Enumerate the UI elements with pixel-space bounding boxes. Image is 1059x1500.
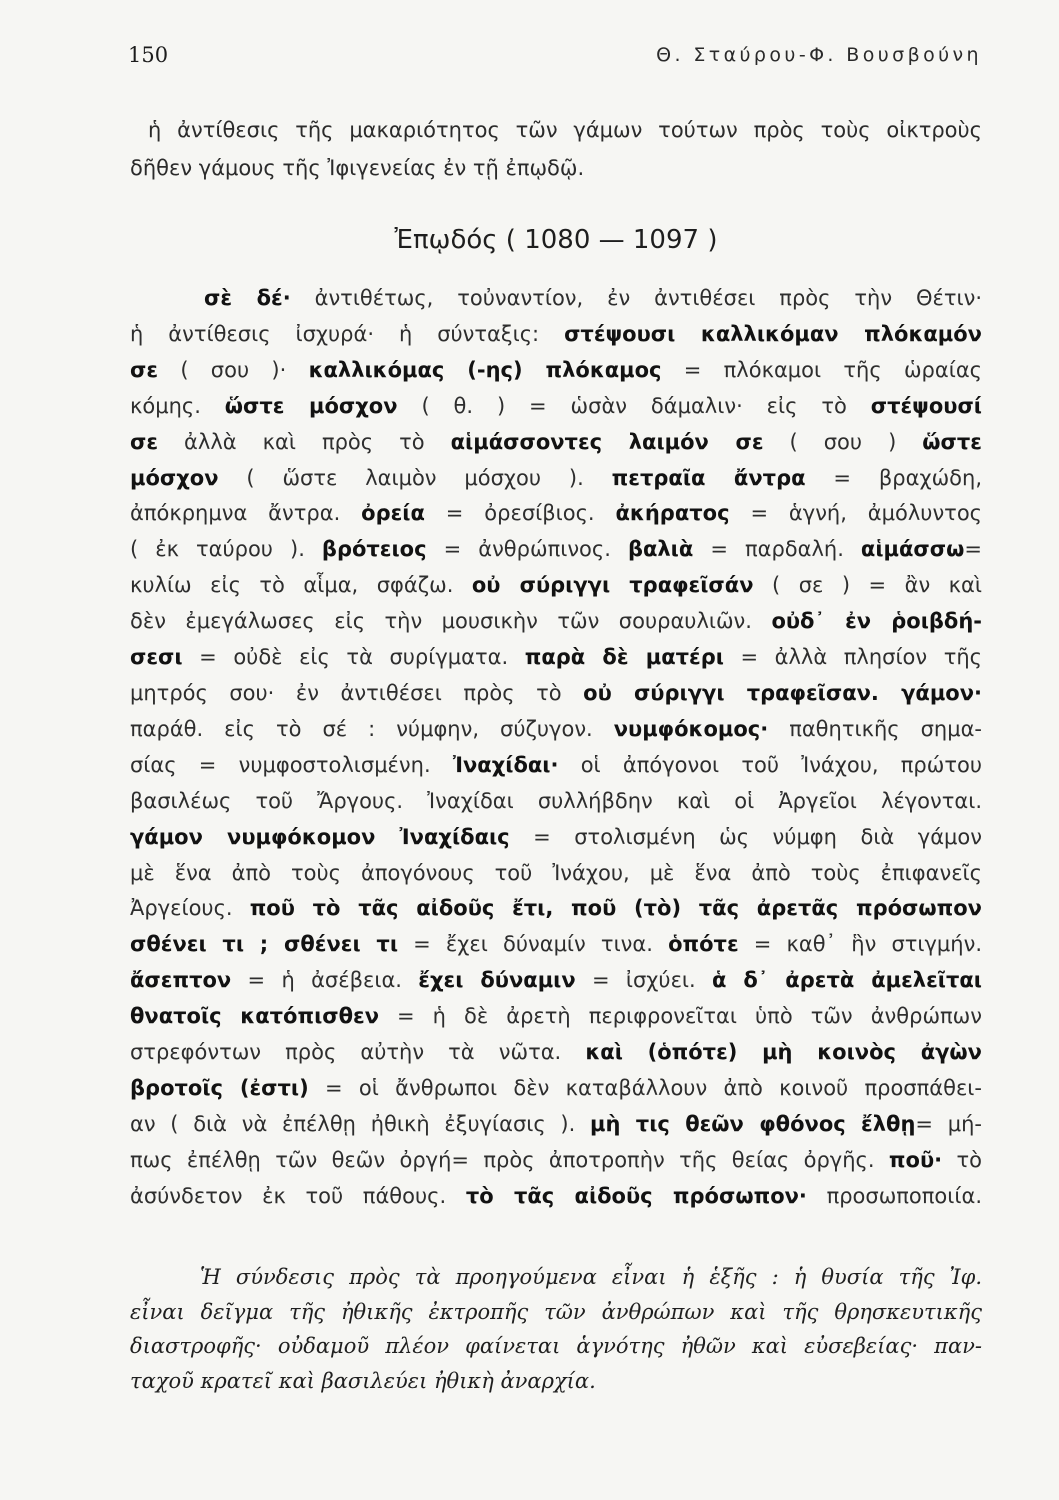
text-line <box>130 1035 982 1071</box>
text-line <box>130 963 982 999</box>
text-line <box>130 1143 982 1179</box>
lemma-text: σθένει τι ; σθένει τι <box>130 932 399 957</box>
text-line <box>130 389 982 425</box>
gloss-text: Ἀργείους. <box>130 896 250 921</box>
note-text: εἶναι δεῖγμα τῆς ἠθικῆς ἐκτροπῆς τῶν ἀνθρώπων καὶ τῆς θρησκευτικῆς <box>130 1299 982 1324</box>
lemma-text: πετραῖα ἄντρα <box>611 465 806 490</box>
lemma-text: ὀρεία <box>361 501 425 526</box>
gloss-text: μητρός σου· ἐν ἀντιθέσει πρὸς τὸ <box>130 680 584 705</box>
gloss-text: σίας = νυμφοστολισμένη. <box>130 752 453 777</box>
gloss-text: προσωποποιία. <box>806 1183 982 1208</box>
gloss-text: ἀλλὰ καὶ πρὸς τὸ <box>158 429 451 454</box>
text-line <box>130 999 982 1035</box>
lemma-text: σεσι <box>130 645 183 670</box>
text-line <box>130 856 982 892</box>
text-line <box>130 784 982 820</box>
gloss-text: = πλόκαμοι τῆς ὡραίας <box>661 357 982 382</box>
text-line <box>130 927 982 963</box>
text-line <box>130 532 982 568</box>
lemma-text: σὲ δέ· <box>204 286 291 310</box>
gloss-text: ἡ ἀντίθεσις ἰσχυρά· ἡ σύνταξις: <box>130 321 565 346</box>
text-line <box>130 425 982 461</box>
gloss-text: παράθ. εἰς τὸ σέ : νύμφην, σύζυγον. <box>130 716 614 741</box>
lemma-text: τὸ τᾶς αἰδοῦς πρόσωπον· <box>465 1183 807 1208</box>
lemma-text: οὐδ᾽ ἐν ῥοιβδή- <box>771 609 982 634</box>
gloss-text: ἀντιθέτως, τοὐναντίον, ἐν ἀντιθέσει πρὸς τὴν Θέτιν· <box>290 286 982 310</box>
text-line <box>130 748 982 784</box>
lemma-text: ἀκήρατος <box>615 501 730 526</box>
gloss-text: αν ( διὰ νὰ ἐπέλθῃ ἠθικὴ ἐξυγίασις ). <box>130 1111 591 1136</box>
gloss-text: ( σου ) <box>763 429 923 454</box>
lemma-text: βρότειος <box>321 537 427 562</box>
text-line <box>130 353 982 389</box>
gloss-text: = καθ᾽ ἣν στιγμήν. <box>738 932 983 957</box>
gloss-text: = οὐδὲ εἰς τὰ συρίγματα. <box>182 645 525 670</box>
text-line <box>130 640 982 676</box>
lemma-text: ἁ δ᾽ ἀρετὰ ἀμελεῖται <box>712 968 982 993</box>
lemma-text: οὐ σύριγγι τραφεῖσάν <box>471 573 754 598</box>
gloss-text: πως ἐπέλθῃ τῶν θεῶν ὀργή= πρὸς ἀποτροπὴν τῆς θείας ὀργῆς. <box>130 1147 889 1172</box>
gloss-text: οἱ ἀπόγονοι τοῦ Ἰνάχου, πρώτου <box>558 752 982 777</box>
text-line <box>130 1179 982 1215</box>
intro-paragraph <box>130 111 982 187</box>
gloss-text: ἀπόκρημνα ἄντρα. <box>130 501 362 526</box>
running-title: Θ. Σταύρου-Φ. Βουσβούνη <box>656 44 982 66</box>
lemma-text: καὶ (ὁπότε) μὴ κοινὸς ἀγὼν <box>585 1040 982 1065</box>
gloss-text: ( θ. ) = ὡσὰν δάμαλιν· εἰς τὸ <box>397 393 871 418</box>
text-line <box>130 149 982 187</box>
lemma-text: αἱμάσσω <box>860 537 965 562</box>
gloss-text: μὲ ἕνα ἀπὸ τοὺς ἀπογόνους τοῦ Ἰνάχου, μὲ ἕνα ἀπὸ τοὺς ἐπιφανεῖς <box>130 860 982 885</box>
section-heading: Ἐπῳδός ( 1080 — 1097 ) <box>394 225 718 255</box>
text-line <box>130 111 982 149</box>
gloss-text: κόμης. <box>130 393 225 418</box>
note-text: Ἡ σύνδεσις πρὸς τὰ προηγούμενα εἶναι ἡ ἑξῆς : ἡ θυσία τῆς Ἰφ. <box>200 1265 982 1289</box>
gloss-text: ( ἐκ ταύρου ). <box>130 537 322 562</box>
lemma-text: οὐ σύριγγι τραφεῖσαν. γάμον· <box>583 680 982 705</box>
note-text: ταχοῦ κρατεῖ καὶ βασιλεύει ἠθικὴ ἀναρχία. <box>130 1369 596 1394</box>
gloss-text: = ἡ ἀσέβεια. <box>231 968 419 993</box>
gloss-text: ἀσύνδετον ἐκ τοῦ πάθους. <box>130 1183 466 1208</box>
gloss-text: = ἰσχύει. <box>575 968 713 993</box>
gloss-text: = ἀνθρώπινος. <box>426 537 628 562</box>
lemma-text: ποῦ τὸ τᾶς αἰδοῦς ἔτι, ποῦ (τὸ) τᾶς ἀρετᾶς πρόσωπον <box>249 896 982 921</box>
gloss-text: = μή- <box>915 1111 982 1136</box>
text-line <box>130 820 982 856</box>
page-number: 150 <box>128 43 169 67</box>
gloss-text: = οἱ ἄνθρωποι δὲν καταβάλλουν ἀπὸ κοινοῦ προσπάθει- <box>308 1075 982 1100</box>
text-line <box>130 1364 982 1399</box>
intro-text: δῆθεν γάμους τῆς Ἰφιγενείας ἐν τῇ ἐπῳδῷ. <box>130 156 585 180</box>
lemma-text: ἔχει δύναμιν <box>418 968 576 993</box>
intro-text: ἡ ἀντίθεσις τῆς μακαριότητος τῶν γάμων τούτων πρὸς τοὺς οἰκτροὺς <box>148 118 982 142</box>
gloss-text: παθητικῆς σημα- <box>768 716 982 741</box>
gloss-text: ( σε ) = ἂν καὶ <box>753 573 982 598</box>
text-line <box>130 1295 982 1330</box>
gloss-text: = <box>964 537 982 562</box>
text-line <box>130 891 982 927</box>
text-line <box>130 568 982 604</box>
lemma-text: μὴ τις θεῶν φθόνος ἔλθῃ <box>590 1111 916 1136</box>
note-paragraph <box>130 1260 982 1399</box>
lemma-text: καλλικόμας (-ης) πλόκαμος <box>308 357 662 382</box>
lemma-text: βροτοῖς (ἐστι) <box>130 1075 309 1100</box>
text-line <box>130 317 982 353</box>
text-line <box>130 1260 982 1295</box>
note-text: διαστροφῆς· οὐδαμοῦ πλέον φαίνεται ἁγνότης ἠθῶν καὶ εὐσεβείας· παν- <box>130 1334 982 1359</box>
text-line <box>130 1107 982 1143</box>
gloss-text: κυλίω εἰς τὸ αἷμα, σφάζω. <box>130 573 472 598</box>
gloss-text: τὸ <box>942 1147 982 1172</box>
lemma-text: θνατοῖς κατόπισθεν <box>130 1004 380 1029</box>
gloss-text: ( σου )· <box>158 357 309 382</box>
lemma-text: μόσχον <box>130 465 219 490</box>
gloss-text: = ἡ δὲ ἀρετὴ περιφρονεῖται ὑπὸ τῶν ἀνθρώπων <box>379 1004 982 1029</box>
gloss-text: = ἔχει δύναμίν τινα. <box>398 932 669 957</box>
text-line <box>130 712 982 748</box>
gloss-text: στρεφόντων πρὸς αὐτὴν τὰ νῶτα. <box>130 1040 586 1065</box>
lemma-text: ὥστε μόσχον <box>224 393 398 418</box>
text-line <box>130 461 982 497</box>
lemma-text: Ἰναχίδαι· <box>452 752 559 777</box>
lemma-text: στέψουσί <box>870 393 982 418</box>
lemma-text: ἄσεπτον <box>130 968 232 993</box>
gloss-text: ( ὥστε λαιμὸν μόσχου ). <box>218 465 612 490</box>
lemma-text: νυμφόκομος· <box>613 716 769 741</box>
text-line <box>130 281 982 317</box>
lemma-text: σε <box>130 357 159 382</box>
text-line <box>130 1071 982 1107</box>
page-header <box>128 38 982 72</box>
text-line <box>130 1329 982 1364</box>
lemma-text: παρὰ δὲ ματέρι <box>524 645 724 670</box>
gloss-text: = στολισμένη ὡς νύμφη διὰ γάμον <box>509 824 982 849</box>
gloss-text: βασιλέως τοῦ Ἄργους. Ἰναχίδαι συλλήβδην καὶ οἱ Ἀργεῖοι λέγονται. <box>130 788 982 813</box>
lemma-text: αἱμάσσοντες λαιμόν σε <box>450 429 764 454</box>
gloss-text: δὲν ἐμεγάλωσες εἰς τὴν μουσικὴν τῶν σουραυλιῶν. <box>130 609 772 634</box>
lemma-text: σε <box>130 429 159 454</box>
gloss-text: = παρδαλή. <box>693 537 861 562</box>
gloss-text: = ὀρεσίβιος. <box>424 501 616 526</box>
lemma-text: ποῦ· <box>888 1147 943 1172</box>
gloss-text: = βραχώδη, <box>805 465 982 490</box>
lemma-text: βαλιὰ <box>627 537 694 562</box>
lemma-text: στέψουσι καλλικόμαν πλόκαμόν <box>564 321 982 346</box>
commentary-paragraph <box>130 281 982 1215</box>
text-line <box>130 604 982 640</box>
lemma-text: γάμον νυμφόκομον Ἰναχίδαις <box>130 824 510 849</box>
lemma-text: ὁπότε <box>668 932 739 957</box>
text-line <box>130 496 982 532</box>
gloss-text: = ἁγνή, ἀμόλυντος <box>729 501 982 526</box>
lemma-text: ὥστε <box>922 429 982 454</box>
gloss-text: = ἀλλὰ πλησίον τῆς <box>723 645 982 670</box>
text-line <box>130 676 982 712</box>
